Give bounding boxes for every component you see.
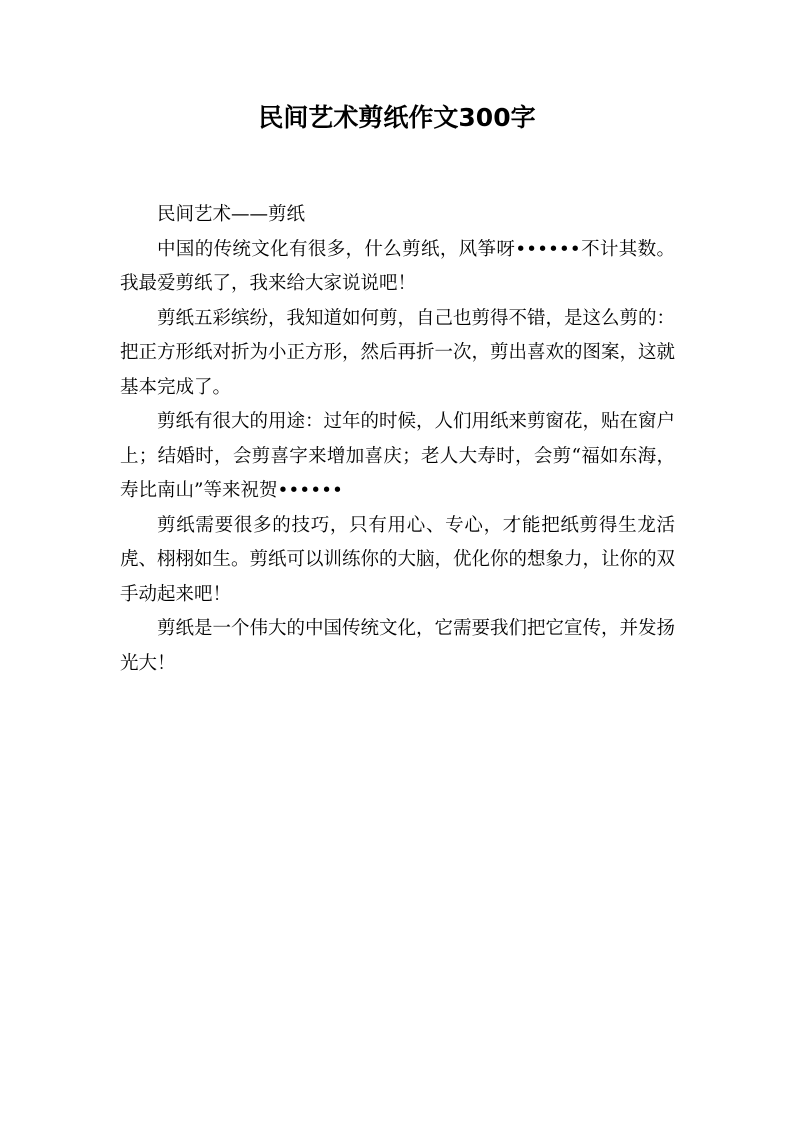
paragraph: 剪纸有很大的用途：过年的时候，人们用纸来剪窗花，贴在窗户上；结婚时，会剪喜字来增加喜庆；老人大寿时，会剪“福如东海，寿比南山”等来祝贺•••••• — [120, 411, 676, 501]
document-title: 民间艺术剪纸作文300字 — [258, 103, 536, 132]
document-body — [120, 198, 675, 681]
subheading: 民间艺术——剪纸 — [157, 204, 306, 225]
paragraph: 剪纸五彩缤纷，我知道如何剪，自己也剪得不错，是这么剪的：把正方形纸对折为小正方形，然后再折一次，剪出喜欢的图案，这就基本完成了。 — [120, 307, 676, 398]
paragraph: 中国的传统文化有很多，什么剪纸，风筝呀••••••不计其数。我最爱剪纸了，我来给大家说说吧！ — [120, 238, 675, 294]
paragraph: 剪纸是一个伟大的中国传统文化，它需要我们把它宣传，并发扬光大！ — [120, 618, 676, 674]
paragraph: 剪纸需要很多的技巧，只有用心、专心，才能把纸剪得生龙活虎、栩栩如生。剪纸可以训练你的大脑，优化你的想象力，让你的双手动起来吧！ — [120, 514, 676, 605]
